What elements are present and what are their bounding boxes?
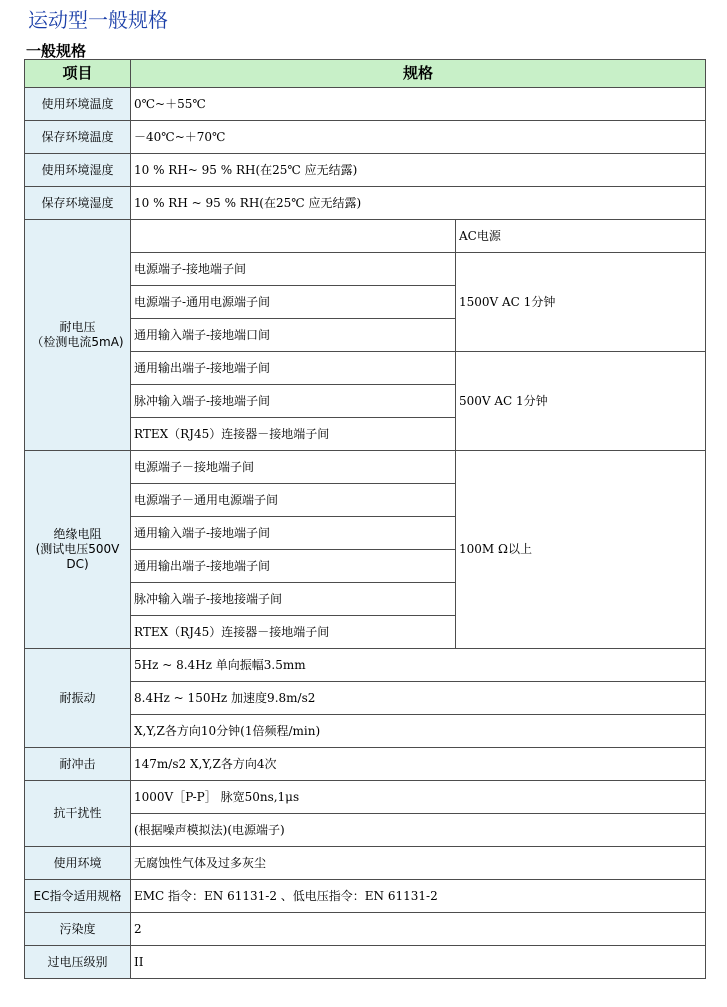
table-row: [25, 649, 706, 682]
insulation-label-line3: DC): [66, 557, 89, 571]
page-title: 运动型一般规格: [28, 8, 168, 32]
insulation-item: 通用输出端子-接地端子间: [131, 550, 456, 583]
section-title: 一般规格: [26, 42, 87, 60]
table-row: [25, 121, 706, 154]
withstand-item: 电源端子-通用电源端子间: [131, 286, 456, 319]
table-row: [25, 748, 706, 781]
row-value-store-humidity: 10 % RH ~ 95 % RH(在25℃ 应无结露): [131, 187, 706, 220]
withstand-group1-value: 1500V AC 1分钟: [456, 253, 706, 352]
insulation-item: 脉冲输入端子-接地接端子间: [131, 583, 456, 616]
table-row: [25, 847, 706, 880]
insulation-label-line1: 绝缘电阻: [53, 527, 102, 541]
insulation-item: 电源端子－接地端子间: [131, 451, 456, 484]
row-label-noise: 抗干扰性: [25, 781, 131, 847]
withstand-label-line2: （检测电流5mA): [31, 335, 124, 349]
table-row: [25, 154, 706, 187]
row-value-shock: 147m/s2 X,Y,Z各方向4次: [131, 748, 706, 781]
withstand-ac-header: AC电源: [456, 220, 706, 253]
insulation-label-line2: (测试电压500V: [35, 542, 120, 556]
row-label-use-humidity: 使用环境湿度: [25, 154, 131, 187]
table-row: [25, 880, 706, 913]
withstand-blank-cell: [131, 220, 456, 253]
row-label-overvoltage: 过电压级别: [25, 946, 131, 979]
row-label-store-humidity: 保存环境湿度: [25, 187, 131, 220]
withstand-item: 通用输出端子-接地端子间: [131, 352, 456, 385]
noise-item: (根据噪声模拟法)(电源端子): [131, 814, 706, 847]
row-value-environment: 无腐蚀性气体及过多灰尘: [131, 847, 706, 880]
header-spec: 规格: [131, 60, 706, 88]
row-label-use-temp: 使用环境温度: [25, 88, 131, 121]
insulation-value: 100M Ω以上: [456, 451, 706, 649]
row-label-ec: EC指令适用规格: [25, 880, 131, 913]
vibration-item: 5Hz ~ 8.4Hz 单向振幅3.5mm: [131, 649, 706, 682]
row-value-use-temp: 0℃~＋55℃: [131, 88, 706, 121]
row-label-insulation: [25, 451, 131, 649]
row-label-shock: 耐冲击: [25, 748, 131, 781]
table-row: [25, 187, 706, 220]
withstand-item: RTEX（RJ45）连接器－接地端子间: [131, 418, 456, 451]
insulation-item: 通用输入端子-接地端子间: [131, 517, 456, 550]
row-value-use-humidity: 10 % RH~ 95 % RH(在25℃ 应无结露): [131, 154, 706, 187]
header-item: 项目: [25, 60, 131, 88]
row-label-withstand-voltage: [25, 220, 131, 451]
table-row: [25, 946, 706, 979]
withstand-label-line1: 耐电压: [59, 320, 96, 334]
table-row: [25, 913, 706, 946]
withstand-group2-value: 500V AC 1分钟: [456, 352, 706, 451]
table-row: [25, 781, 706, 814]
table-row: [25, 451, 706, 484]
table-header-row: [25, 60, 706, 88]
row-value-pollution: 2: [131, 913, 706, 946]
spec-table: [24, 59, 706, 979]
withstand-item: 脉冲输入端子-接地端子间: [131, 385, 456, 418]
noise-item: 1000V［P-P］ 脉宽50ns,1μs: [131, 781, 706, 814]
insulation-item: 电源端子－通用电源端子间: [131, 484, 456, 517]
row-value-ec: EMC 指令：EN 61131-2 、低电压指令：EN 61131-2: [131, 880, 706, 913]
row-value-overvoltage: II: [131, 946, 706, 979]
insulation-item: RTEX（RJ45）连接器－接地端子间: [131, 616, 456, 649]
row-label-store-temp: 保存环境温度: [25, 121, 131, 154]
vibration-item: 8.4Hz ~ 150Hz 加速度9.8m/s2: [131, 682, 706, 715]
withstand-item: 电源端子-接地端子间: [131, 253, 456, 286]
row-label-vibration: 耐振动: [25, 649, 131, 748]
row-value-store-temp: －40℃~＋70℃: [131, 121, 706, 154]
withstand-item: 通用输入端子-接地端口间: [131, 319, 456, 352]
table-row: [25, 88, 706, 121]
vibration-item: X,Y,Z各方向10分钟(1倍频程/min): [131, 715, 706, 748]
row-label-pollution: 污染度: [25, 913, 131, 946]
table-row: [25, 220, 706, 253]
row-label-environment: 使用环境: [25, 847, 131, 880]
